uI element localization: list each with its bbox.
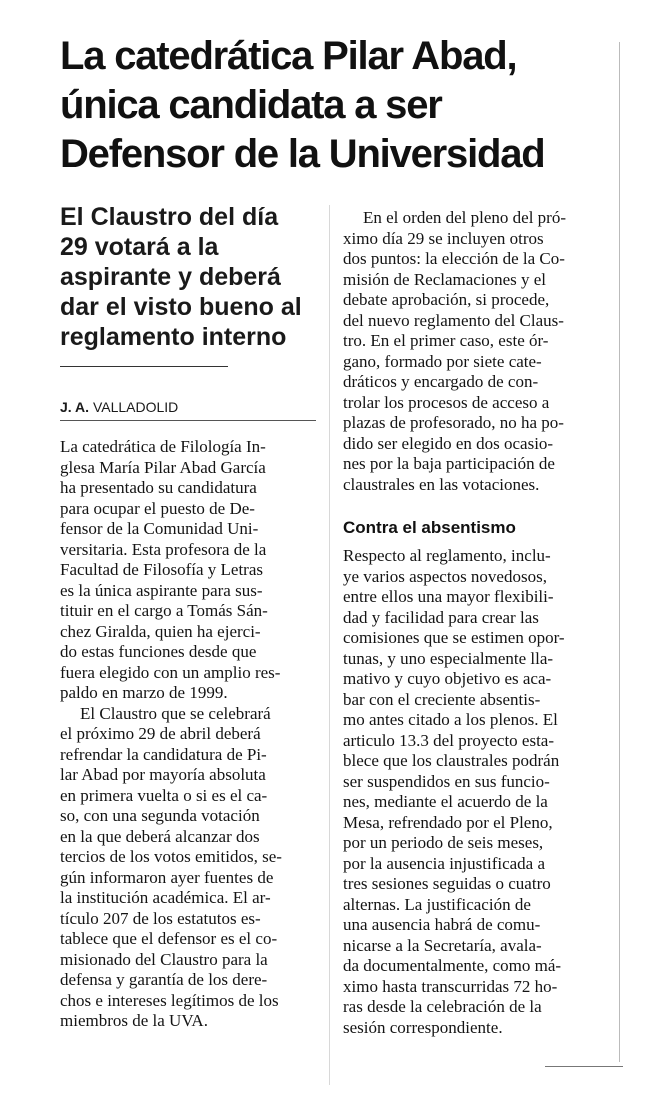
body-line: en primera vuelta o si es el ca- (60, 785, 268, 805)
body-line: gano, formado por siete cate- (343, 351, 542, 371)
body-line: dido ser elegido en dos ocasio- (343, 433, 554, 453)
body-line: plazas de profesorado, no ha po- (343, 413, 564, 432)
body-line: glesa María Pilar Abad García (60, 457, 266, 477)
body-line: ximo hasta transcurridas 72 ho- (343, 976, 558, 996)
body-line: chos e intereses legítimos de los (60, 990, 279, 1010)
body-line: nes, mediante el acuerdo de la (343, 792, 548, 811)
body-line: chez Giralda, quien ha ejerci- (60, 621, 261, 641)
body-line: paldo en marzo de 1999. (60, 683, 228, 702)
byline (60, 399, 178, 415)
right-column-top-body (343, 208, 566, 495)
byline-place: VALLADOLID (92, 399, 179, 415)
body-line: alternas. La justificación de (343, 894, 531, 914)
body-line: mativo y cuyo objetivo es aca- (343, 669, 552, 688)
subheadline-line: 29 votará a la (60, 233, 219, 261)
body-line: claustrales en las votaciones. (343, 474, 540, 494)
subheadline (60, 202, 320, 352)
body-line: para ocupar el puesto de De- (60, 498, 255, 518)
body-line: tunas, y uno especialmente lla- (343, 648, 554, 668)
page-edge-line (619, 42, 620, 1062)
body-line: dos puntos: la elección de la Co- (343, 249, 565, 268)
body-line: tablece que el defensor es el co- (60, 929, 278, 948)
body-line: ser suspendidos en sus funcio- (343, 771, 550, 791)
body-line: entre ellos una mayor flexibili- (343, 587, 554, 606)
body-line: do estas funciones desde que (60, 642, 257, 661)
headline-line: Defensor de la Universidad (60, 132, 545, 176)
subheadline-line: El Claustro del día (60, 203, 279, 231)
body-line: ximo día 29 se incluyen otros (343, 228, 544, 248)
body-line: da documentalmente, como má- (343, 956, 562, 975)
body-line: Mesa, refrendado por el Pleno, (343, 812, 553, 832)
body-line: articulo 13.3 del proyecto esta- (343, 730, 555, 750)
headline-line: única candidata a ser (60, 83, 442, 127)
body-line: tículo 207 de los estatutos es- (60, 908, 261, 928)
byline-initials: J. A. (60, 399, 90, 415)
body-line: dad y facilidad para crear las (343, 607, 539, 627)
subheadline-divider (60, 366, 228, 367)
body-line: tituir en el cargo a Tomás Sán- (60, 601, 268, 620)
body-line: versitaria. Esta profesora de la (60, 539, 267, 559)
body-line: En el orden del pleno del pró- (363, 208, 566, 227)
body-line: nes por la baja participación de (343, 454, 555, 473)
body-line: miembros de la UVA. (60, 1011, 208, 1030)
subheadline-line: reglamento interno (60, 323, 287, 351)
body-line: tercios de los votos emitidos, se- (60, 847, 282, 866)
body-line: Respecto al reglamento, inclu- (343, 546, 551, 565)
body-line: del nuevo reglamento del Claus- (343, 310, 564, 330)
body-line: tres sesiones seguidas o cuatro (343, 874, 551, 893)
column-divider (329, 205, 330, 1085)
body-line: El Claustro que se celebrará (80, 703, 271, 723)
body-line: por un periodo de seis meses, (343, 833, 544, 852)
body-line: por la ausencia injustificada a (343, 853, 546, 873)
body-line: so, con una segunda votación (60, 806, 260, 825)
body-line: refrendar la candidatura de Pi- (60, 744, 267, 764)
body-line: la institución académica. El ar- (60, 888, 271, 907)
body-line: Facultad de Filosofía y Letras (60, 560, 264, 579)
body-line: misión de Reclamaciones y el (343, 269, 546, 289)
body-line: ha presentado su candidatura (60, 478, 257, 497)
body-line: fuera elegido con un amplio res- (60, 662, 281, 682)
headline-line: La catedrática Pilar Abad, (60, 34, 517, 78)
byline-divider (60, 420, 316, 421)
section-heading: Contra el absentismo (343, 518, 516, 537)
body-line: sesión correspondiente. (343, 1017, 503, 1037)
subheadline-line: aspirante y deberá (60, 263, 281, 291)
body-line: el próximo 29 de abril deberá (60, 724, 261, 743)
body-line: fensor de la Comunidad Uni- (60, 519, 259, 538)
subheadline-line: dar el visto bueno al (60, 293, 302, 321)
body-line: nicarse a la Secretaría, avala- (343, 935, 542, 955)
body-line: en la que deberá alcanzar dos (60, 826, 260, 846)
headline (60, 32, 620, 179)
body-line: debate aprobación, si procede, (343, 290, 550, 309)
body-line: una ausencia habrá de comu- (343, 915, 541, 934)
body-line: ye varios aspectos novedosos, (343, 566, 547, 586)
body-line: bar con el creciente absentis- (343, 689, 541, 709)
body-line: misionado del Claustro para la (60, 949, 268, 969)
body-line: dráticos y encargado de con- (343, 372, 539, 391)
body-line: La catedrática de Filología In- (60, 437, 266, 456)
body-line: defensa y garantía de los dere- (60, 970, 268, 989)
body-line: ras desde la celebración de la (343, 997, 542, 1016)
article-end-rule (545, 1066, 623, 1067)
body-line: mo antes citado a los plenos. El (343, 710, 558, 729)
body-line: lar Abad por mayoría absoluta (60, 765, 266, 784)
left-column-body (60, 437, 282, 1032)
body-line: trolar los procesos de acceso a (343, 392, 550, 412)
body-line: comisiones que se estimen opor- (343, 628, 565, 647)
body-line: es la única aspirante para sus- (60, 580, 263, 600)
body-line: blece que los claustrales podrán (343, 751, 560, 770)
right-column-bottom-body (343, 546, 565, 1038)
body-line: tro. En el primer caso, este ór- (343, 331, 549, 350)
body-line: gún informaron ayer fuentes de (60, 867, 274, 887)
